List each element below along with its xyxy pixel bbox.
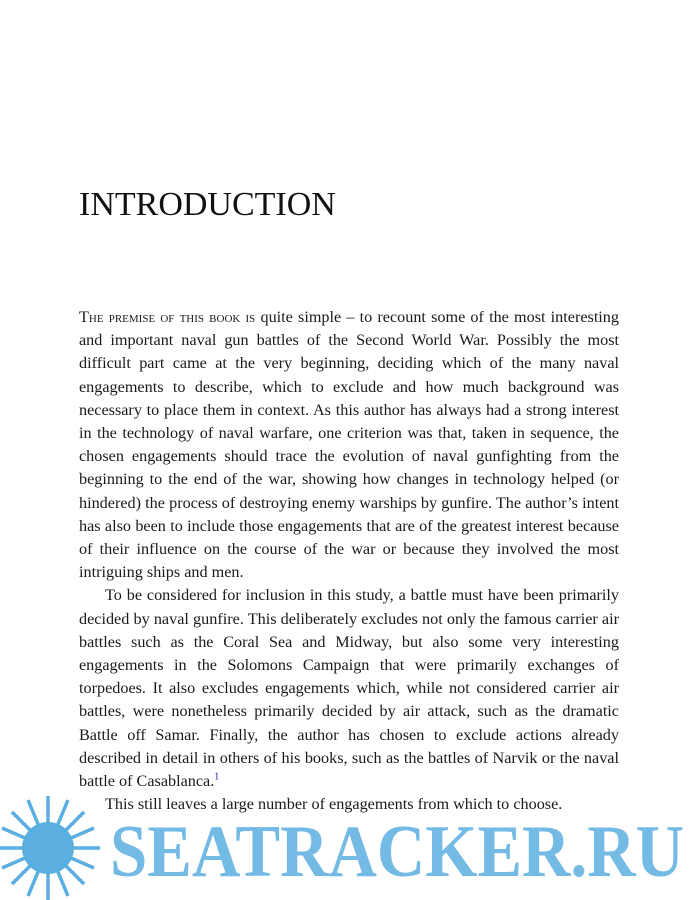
paragraph-3-text: This still leaves a large number of engagements from which to choose.	[105, 795, 563, 814]
paragraph-2-text: To be considered for inclusion in this study, a battle must have been primarily decided by naval gunfire. This deliberately excludes not only the famous carrier air battles such as the Coral Sea and Midway, but also some very interesting engagements in the Solomons Campaign that were primarily exchanges of torpedoes. It also excludes engagements which, while not considered carrier air battles, were nonetheless primarily decided by air attack, such as the dramatic Battle off Samar. Finally, the author has chosen to exclude actions already described in detail in others of his books, such as the battles of Narvik or the naval battle of Casablanca.	[79, 586, 619, 791]
body-text	[79, 306, 619, 816]
chapter-title: INTRODUCTION	[79, 186, 336, 223]
paragraph-3	[79, 793, 619, 816]
paragraph-1-lead: The premise of this book is	[79, 308, 256, 326]
paragraph-1	[79, 306, 619, 584]
watermark-text: SEATRACKER.RU	[110, 811, 684, 893]
footnote-reference[interactable]: 1	[214, 771, 220, 783]
paragraph-2	[79, 584, 619, 793]
paragraph-1-text: quite simple – to recount some of the most interesting and important naval gun battles of the Second World War. Possibly the most difficult part came at the very beginning, deciding which of the many naval engagements to describe, which to exclude and how much background was necessary to place them in context. As this author has always had a strong interest in the technology of naval warfare, one criterion was that, taken in sequence, the chosen engagements should trace the evolution of naval gunfighting from the beginning to the end of the war, showing how changes in technology helped (or hindered) the process of destroying enemy warships by gunfire. The author’s intent has also been to include those engagements that are of the greatest interest because of their influence on the course of the war or because they involved the most intriguing ships and men.	[79, 308, 619, 582]
